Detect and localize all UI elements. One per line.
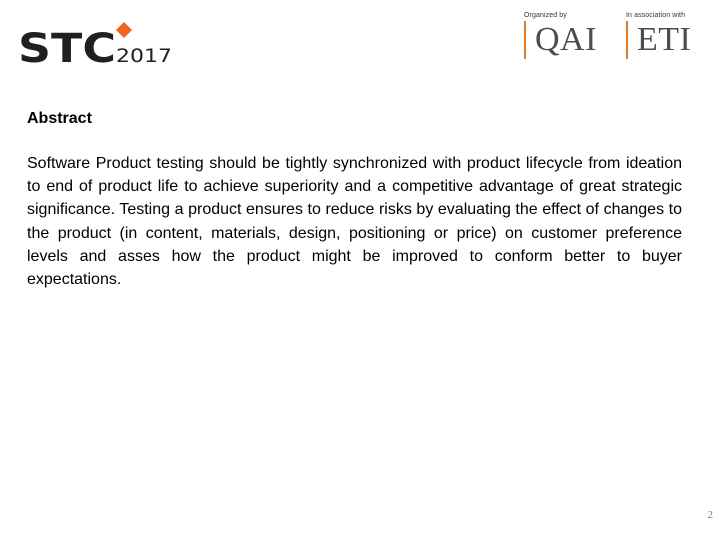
association-block — [626, 12, 691, 59]
stc-2017-logo — [18, 20, 178, 68]
association-label: In association with — [626, 12, 686, 19]
page-number: 2 — [707, 509, 713, 521]
organizer-divider — [524, 21, 526, 59]
association-divider — [626, 21, 628, 59]
organizer-logo — [524, 21, 597, 59]
organizer-block — [524, 12, 597, 59]
logo-diamond-icon — [116, 22, 132, 38]
logo-stc-text: STC — [18, 26, 116, 68]
eti-logo-text: ETI — [637, 21, 692, 58]
logo-year-text: 2017 — [116, 45, 172, 67]
abstract-body-text: Software Product testing should be tightly synchronized with product lifecycle from ideation to end of product life to achieve superiority and a competitive advantage of great strategic significance. Testing a product ensures to reduce risks by evaluating the effect of changes to the product (in content, materials, design, positioning or price) on customer preference levels and asses how the product might be improved to conform better to buyer expectations. — [27, 155, 682, 289]
association-logo — [626, 21, 691, 59]
qai-logo-text: QAI — [535, 21, 597, 58]
abstract-heading: Abstract — [27, 110, 92, 127]
organizer-label: Organized by — [524, 12, 567, 19]
